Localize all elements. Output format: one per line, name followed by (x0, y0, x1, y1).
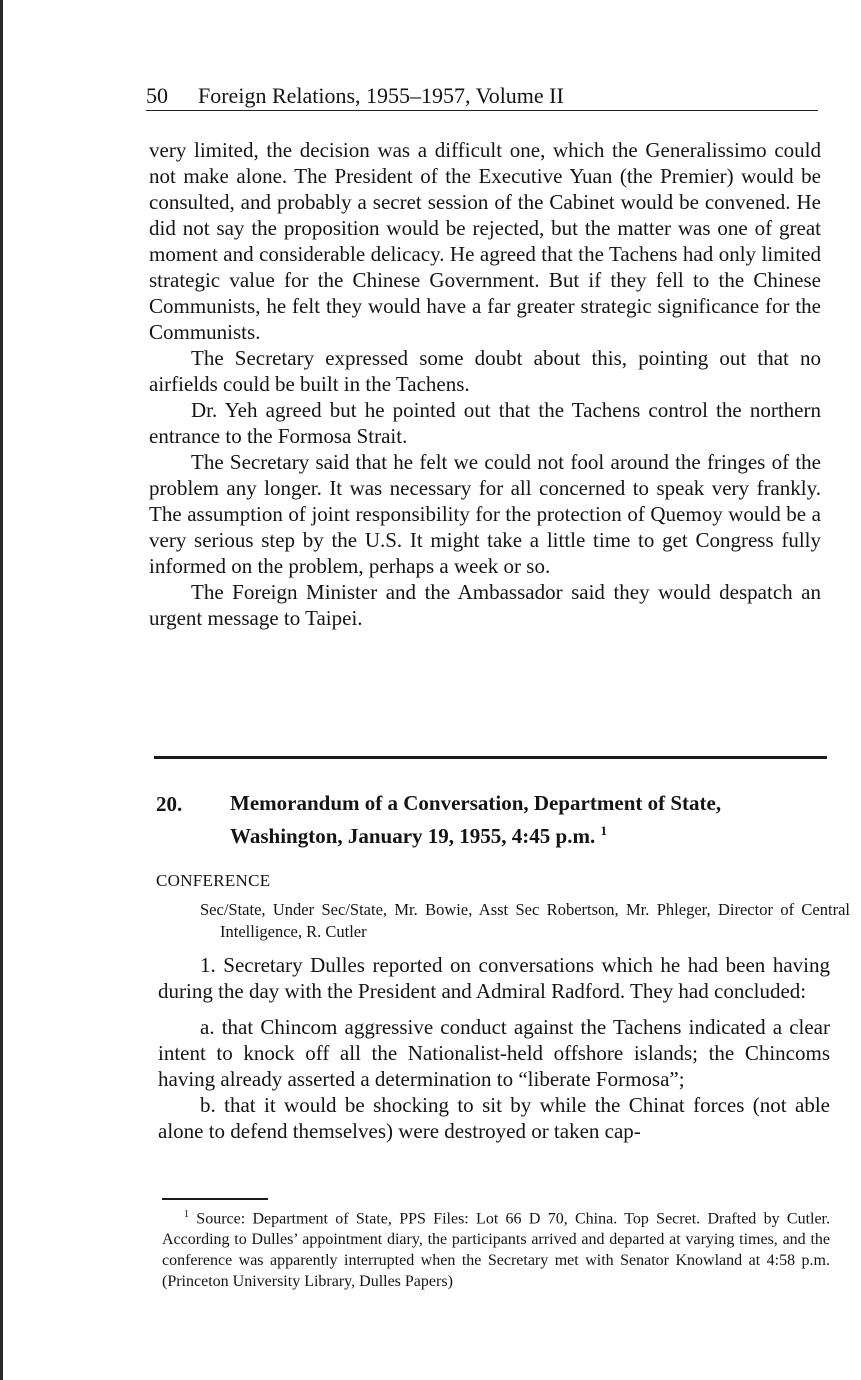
paragraph: a. that Chincom aggressive conduct against the Tachens indicated a clear intent to knock off all the Nationalist-held offshore islands; the Chincoms having already asserted a determination to “liberate Formosa”; (158, 1015, 830, 1091)
document-title (230, 789, 820, 850)
running-title: Foreign Relations, 1955–1957, Volume II (198, 83, 564, 108)
footnote (162, 1204, 830, 1292)
participants-list: Sec/State, Under Sec/State, Mr. Bowie, Asst Sec Robertson, Mr. Phleger, Director of Central Intelligence, R. Cutler (200, 900, 850, 941)
paragraph: b. that it would be shocking to sit by while the Chinat forces (not able alone to defend themselves) were destroyed or taken cap- (158, 1093, 830, 1143)
paragraph: very limited, the decision was a difficult one, which the Generalissimo could not make alone. The President of the Executive Yuan (the Premier) would be consulted, and probably a secret session of the Cabinet would be convened. He did not say the proposition would be rejected, but the matter was one of great moment and considerable delicacy. He agreed that the Tachens had only limited strategic value for the Chinese Government. But if they fell to the Chinese Communists, he felt they would have a far greater strategic significance for the Communists. (149, 138, 821, 344)
running-header (146, 82, 818, 111)
paragraph: Dr. Yeh agreed but he pointed out that the Tachens control the northern entrance to the Formosa Strait. (149, 398, 821, 448)
paragraph: The Foreign Minister and the Ambassador said they would despatch an urgent message to Taipei. (149, 580, 821, 630)
footnote-marker: 1 (184, 1209, 189, 1220)
scan-edge (0, 0, 3, 1380)
paragraph: 1. Secretary Dulles reported on conversations which he had been having during the day with the President and Admiral Radford. They had concluded: (158, 953, 830, 1003)
conference-label: CONFERENCE (156, 871, 271, 890)
continued-text (149, 137, 821, 631)
footnote-reference: 1 (600, 823, 607, 838)
document-number: 20. (156, 792, 183, 816)
paragraph: The Secretary expressed some doubt about this, pointing out that no airfields could be built in the Tachens. (149, 346, 821, 396)
page-number: 50 (146, 83, 168, 108)
footnote-text: Source: Department of State, PPS Files: Lot 66 D 70, China. Top Secret. Drafted by Cutler. According to Dulles’ appointment diary, the participants arrived and departed at varying times, and the conference was apparently interrupted when the Secretary met with Senator Knowland at 4:58 p.m. (Princeton University Library, Dulles Papers) (162, 1210, 831, 1291)
memo-body (158, 952, 830, 1144)
section-divider (154, 756, 827, 759)
footnote-rule (162, 1198, 268, 1200)
document-title-text: Memorandum of a Conversation, Department of State, Washington, January 19, 1955, 4:45 p.m. (230, 791, 722, 848)
paragraph: The Secretary said that he felt we could not fool around the fringes of the problem any longer. It was necessary for all concerned to speak very frankly. The assumption of joint responsibility for the protection of Quemoy would be a very serious step by the U.S. It might take a little time to get Congress fully informed on the problem, perhaps a week or so. (149, 450, 821, 578)
